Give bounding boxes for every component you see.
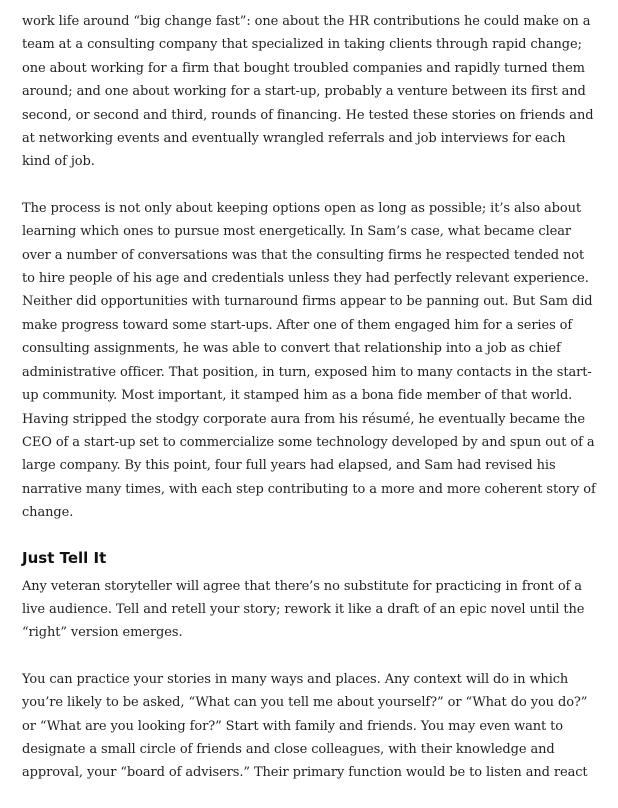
paragraph-veteran-storyteller: Any veteran storyteller will agree that there’s no substitute for practicing in front of a live audience. Tell and retell your story; rework it like a draft of an epic novel until the “right” version emerges. [22,578,585,641]
section-heading: Just Tell It [22,548,107,567]
paragraph-practice: You can practice your stories in many ways and places. Any context will do in which you’re likely to be asked, “What can you tell me about yourself?” or “What do you do?” or “What are you looking for?” Start with family and friends. You may even want to designate a small circle of friends and close colleagues, with their knowledge and approval, your “board of advisers.” Their primary function would be to listen and react [22,671,588,781]
paragraph-career-stories: work life around “big change fast”: one about the HR contributions he could make on a team at a consulting company that specialized in taking clients through rapid change; one about working for a firm that bought troubled companies and rapidly turned them around; and one about working for a start-up, probably a venture between its first and second, or second and third, rounds of financing. He tested these stories on friends and at networking events and eventually wrangled referrals and job interviews for each kind of job. [22,14,594,170]
article-body [22,10,597,808]
paragraph-process: The process is not only about keeping options open as long as possible; it’s also about learning which ones to pursue most energetically. In Sam’s case, what became clear over a number of conversations was that the consulting firms he respected tended not to hire people of his age and credentials unless they had perfectly relevant experience. Neither did opportunities with turnaround firms appear to be panning out. But Sam did make progress toward some start-ups. After one of them engaged him for a series of consulting assignments, he was able to convert that relationship into a job as chief administrative officer. That position, in turn, exposed him to many contacts in the start-up community. Most important, it stamped him as a bona fide member of that world. Having stripped the stodgy corporate aura from his résumé, he eventually became the CEO of a start-up set to commercialize some technology developed by and spun out of a large company. By this point, four full years had elapsed, and Sam had revised his narrative many times, with each step contributing to a more and more coherent story of change. [22,200,596,521]
